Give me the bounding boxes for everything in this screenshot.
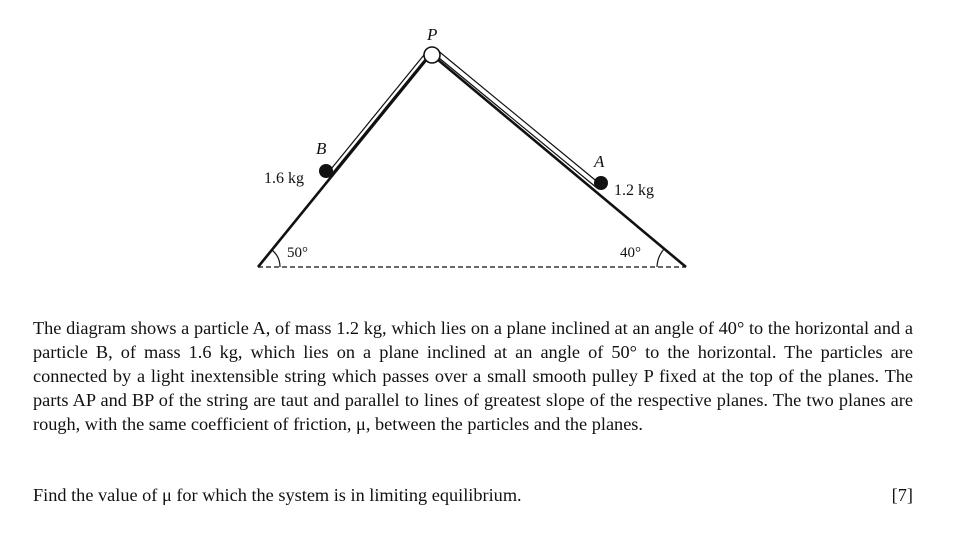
string-bp <box>327 50 428 174</box>
left-angle-label: 50° <box>287 245 308 261</box>
question-paragraph: The diagram shows a particle A, of mass 1.2 kg, which lies on a plane inclined at an angle of 40° to the horizontal and a particle B, of mass 1.6 kg, which lies on a plane inclined at an angle of 50° to the horizontal. The particles are connected by a light inextensible string which passes over a small smooth pulley P fixed at the top of the planes. The parts AP and BP of the string are taut and parallel to lines of greatest slope of the respective planes. The two planes are rough, with the same coefficient of friction, μ, between the particles and the planes. <box>33 318 913 434</box>
left-inclined-plane <box>258 54 431 267</box>
question-instruction-line <box>33 483 913 507</box>
string-pa-edge <box>433 53 597 188</box>
left-angle-arc <box>272 250 280 267</box>
right-angle-label: 40° <box>620 245 641 261</box>
question-instruction: Find the value of μ for which the system is in limiting equilibrium. <box>33 485 522 505</box>
particle-a-label: A <box>594 152 605 171</box>
particle-b <box>319 164 333 178</box>
particle-a-mass: 1.2 kg <box>614 182 654 199</box>
pulley-label: P <box>427 25 438 44</box>
marks-label: [7] <box>891 485 913 505</box>
string-bp-edge <box>330 52 431 176</box>
pulley-p <box>424 47 440 63</box>
particle-b-label: B <box>316 139 327 158</box>
particle-a <box>594 176 608 190</box>
string-pa <box>436 49 600 184</box>
right-inclined-plane <box>431 54 686 267</box>
particle-b-mass: 1.6 kg <box>264 170 304 187</box>
right-angle-arc <box>657 249 664 267</box>
